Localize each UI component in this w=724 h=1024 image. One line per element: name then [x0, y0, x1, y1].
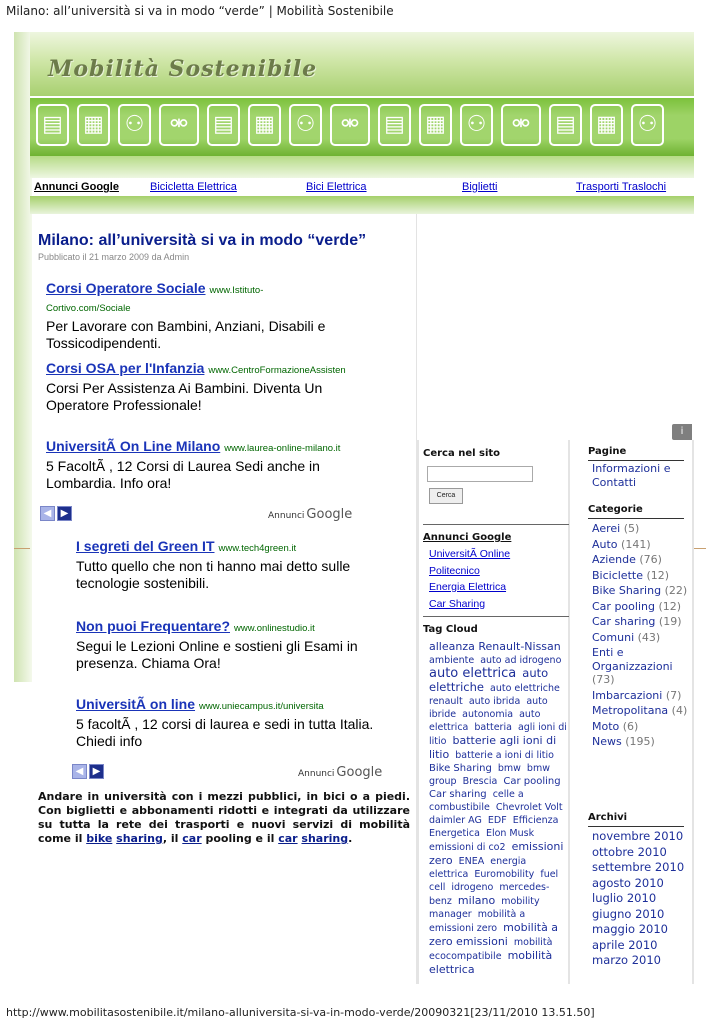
tag-link[interactable]: batterie a ioni di litio [455, 750, 554, 761]
tag-link[interactable]: bmw [497, 763, 521, 774]
tag-link[interactable]: Car pooling [503, 776, 561, 787]
categories-list [592, 522, 692, 751]
ad-description: 5 facoltÃ , 12 corsi di laurea e sedi in tutta Italia. Chiedi info [76, 716, 374, 749]
ad-url[interactable]: www.Istituto-Cortivo.com/Sociale [46, 285, 264, 314]
bus-icon: ▤ [555, 112, 576, 137]
category-link[interactable] [592, 646, 692, 687]
tag-link[interactable]: idrogeno [451, 882, 494, 893]
ads-bar-gradient [30, 196, 694, 214]
ad-url[interactable]: www.onlinestudio.it [234, 623, 315, 634]
prev-arrow-icon[interactable]: ◀ [40, 506, 55, 521]
tag-link[interactable]: emissioni zero [429, 840, 564, 867]
tag-link[interactable]: daimler AG [429, 815, 482, 826]
tag-link[interactable]: mobilità elettrica [429, 949, 553, 976]
tag-link[interactable]: Elon Musk [485, 828, 535, 839]
category-name[interactable]: Aerei [592, 522, 624, 535]
ads-title: Annunci Google [423, 532, 512, 543]
category-count: (19) [658, 615, 682, 628]
google-ads-bar [30, 180, 694, 196]
tag-link[interactable]: bmw group [429, 763, 550, 787]
page-link[interactable]: Informazioni e Contatti [592, 462, 671, 489]
tag-link[interactable]: energia elettrica [429, 856, 527, 880]
tag-link[interactable]: mercedes-benz [429, 882, 550, 907]
banner-tile [460, 104, 493, 146]
banner-tile [378, 104, 411, 146]
ad-block [46, 438, 346, 492]
ad-title-link[interactable]: UniversitÃ On Line Milano [46, 438, 221, 454]
tag-link[interactable]: milano [457, 894, 496, 907]
ad-link[interactable]: Car Sharing [429, 597, 486, 610]
ad-placeholder [416, 214, 694, 440]
tag-link[interactable]: Bike Sharing [429, 763, 492, 774]
banner-tile [330, 104, 370, 146]
tag-link[interactable]: auto ibrida [468, 696, 521, 707]
body-text-1: Andare in università con i mezzi pubblici, in bici o a piedi. Con biglietti e abbonamenti ridotti e integrati da utilizzare su tutta la rete dei trasporti e nuovi servizi di mobilità come il [38, 790, 410, 845]
category-name[interactable]: Car pooling [592, 599, 659, 613]
archives-list [592, 830, 692, 970]
category-link[interactable] [592, 631, 692, 645]
tag-cloud [429, 640, 569, 977]
ad-description: Per Lavorare con Bambini, Anziani, Disabili e Tossicodipendenti. [46, 318, 326, 351]
ad-url[interactable]: www.uniecampus.it/universita [199, 701, 324, 712]
banner-tile [77, 104, 110, 146]
archive-link[interactable]: marzo 2010 [592, 953, 661, 967]
category-link[interactable] [592, 569, 692, 583]
banner-tile [36, 104, 69, 146]
banner-icons [36, 104, 694, 150]
banner-tile [118, 104, 151, 146]
category-link[interactable] [592, 538, 692, 552]
next-arrow-icon[interactable]: ▶ [57, 506, 72, 521]
tag-link[interactable]: ambiente [429, 655, 475, 666]
banner-tile [248, 104, 281, 146]
left-divider [14, 548, 30, 549]
ad-description: 5 FacoltÃ , 12 Corsi di Laurea Sedi anche in Lombardia. Info ora! [46, 458, 320, 491]
body-text-2: , il [162, 832, 183, 845]
ads-bar-link-3[interactable]: Biglietti [462, 181, 498, 193]
ads-bar-link-4[interactable]: Trasporti Traslochi [576, 181, 667, 193]
google-logo: Google [336, 765, 383, 780]
ad-url[interactable]: www.CentroFormazioneAssisten [208, 365, 346, 376]
category-name[interactable]: Moto [592, 719, 623, 733]
divider [588, 826, 684, 827]
divider [588, 460, 684, 461]
pages-title: Pagine [588, 446, 627, 457]
divider [588, 518, 684, 519]
category-name[interactable]: Car sharing [592, 615, 659, 628]
site-title[interactable]: Mobilità Sostenibile [48, 56, 318, 82]
tag-link[interactable]: ENEA [458, 856, 485, 867]
tag-link-bike[interactable]: bike [86, 832, 113, 845]
ad-title-link[interactable]: Corsi OSA per l'Infanzia [46, 360, 205, 376]
post-body [38, 790, 410, 846]
bicycle-icon: ⚮ [340, 112, 360, 137]
category-name[interactable]: News [592, 735, 626, 748]
archives-title: Archivi [588, 812, 628, 823]
tag-link[interactable]: mobilità a zero emissioni [429, 921, 559, 948]
archive-link[interactable]: settembre 2010 [592, 860, 685, 874]
ad-title-link[interactable]: Corsi Operatore Sociale [46, 280, 206, 296]
category-name[interactable]: Aziende [592, 553, 640, 566]
divider [423, 616, 569, 617]
bus-icon: ▤ [42, 112, 63, 137]
tag-link[interactable]: auto ibride [429, 696, 548, 720]
search-input[interactable] [427, 466, 533, 482]
ad-description: Segui le Lezioni Online e sostieni gli Esami in presenza. Chiama Ora! [76, 638, 358, 671]
pedestrian-icon: ⚇ [295, 112, 316, 137]
google-ads-list [429, 548, 510, 614]
category-count: (12) [658, 599, 682, 613]
tram-icon: ▦ [83, 112, 104, 137]
category-count: (195) [625, 735, 655, 748]
tag-link-sharing[interactable]: sharing [116, 832, 163, 845]
ad-link[interactable]: UniversitÃ Online [429, 548, 511, 560]
ad-title-link[interactable]: I segreti del Green IT [76, 538, 215, 554]
category-link[interactable] [592, 615, 692, 629]
archive-link[interactable]: luglio 2010 [592, 891, 657, 905]
tag-link[interactable]: auto elettrica [429, 666, 517, 681]
category-link[interactable] [592, 553, 692, 567]
ads-by-google[interactable] [298, 765, 382, 780]
tag-link[interactable]: emissioni di co2 [429, 842, 506, 853]
tag-link[interactable]: mobility manager [429, 896, 540, 920]
archive-link[interactable]: ottobre 2010 [592, 844, 667, 859]
google-logo: Google [306, 507, 353, 522]
tag-link-car[interactable]: car [278, 832, 298, 845]
pages-list [592, 462, 692, 491]
ad-block [76, 538, 376, 592]
tag-link[interactable]: Chevrolet Volt [495, 802, 563, 813]
category-count: (7) [665, 688, 682, 702]
tag-link[interactable]: auto ad idrogeno [480, 655, 562, 666]
tag-link[interactable]: Euromobility [474, 869, 535, 880]
category-name[interactable]: Enti e Organizzazioni [592, 646, 673, 673]
archive-link[interactable]: giugno 2010 [592, 906, 665, 921]
category-link[interactable] [592, 704, 692, 718]
tag-link[interactable]: batteria [474, 722, 512, 733]
banner-tile [289, 104, 322, 146]
banner-tile [207, 104, 240, 146]
tram-icon: ▦ [425, 112, 446, 137]
post-title: Milano: all’università si va in modo “verde” [38, 232, 367, 249]
ads-by-label: Annunci [268, 511, 305, 521]
banner-tile [549, 104, 582, 146]
body-text-4: . [348, 832, 353, 845]
category-count: (22) [664, 584, 688, 597]
category-count: (141) [621, 537, 651, 551]
bicycle-icon: ⚮ [511, 112, 531, 137]
banner-tile [631, 104, 664, 146]
category-name[interactable]: Biciclette [592, 568, 647, 582]
bus-icon: ▤ [213, 112, 234, 137]
category-name[interactable]: Comuni [592, 630, 638, 644]
tag-link[interactable]: batterie agli ioni di litio [429, 734, 557, 761]
tag-link[interactable]: auto elettriche renault [429, 683, 560, 707]
category-name[interactable]: Auto [592, 537, 622, 551]
archive-link[interactable]: novembre 2010 [592, 829, 684, 843]
category-name[interactable]: Imbarcazioni [592, 688, 666, 702]
category-link[interactable] [592, 584, 692, 598]
ad-link[interactable]: Energia Elettrica [429, 581, 507, 593]
banner-tile [419, 104, 452, 146]
site-banner[interactable] [30, 32, 694, 178]
tag-link[interactable]: mobilità a emissioni zero [429, 909, 526, 934]
category-count: (4) [671, 704, 688, 717]
search-button[interactable]: Cerca [429, 488, 463, 504]
bus-icon: ▤ [384, 112, 405, 137]
ads-navigation [72, 764, 382, 780]
ad-url[interactable]: www.tech4green.it [218, 543, 297, 554]
banner-tile [159, 104, 199, 146]
body-text-3: pooling e il [201, 832, 279, 845]
category-link[interactable] [592, 720, 692, 734]
ad-title-link[interactable]: UniversitÃ on line [76, 696, 196, 712]
tag-link[interactable]: auto elettriche [429, 666, 549, 694]
post-meta: Pubblicato il 21 marzo 2009 da Admin [38, 252, 190, 262]
print-header: Milano: all’università si va in modo “verde” | Mobilità Sostenibile [6, 4, 394, 18]
category-count: (73) [592, 673, 615, 686]
tag-link[interactable]: Brescia [462, 776, 498, 787]
banner-bottom [30, 156, 694, 178]
ad-link[interactable]: Politecnico [429, 564, 480, 577]
tag-cloud-title: Tag Cloud [423, 624, 478, 635]
banner-tile [590, 104, 623, 146]
ad-block [46, 280, 346, 352]
category-count: (43) [637, 630, 661, 644]
archive-link[interactable]: agosto 2010 [592, 875, 664, 890]
next-arrow-icon[interactable]: ▶ [89, 764, 104, 779]
info-icon[interactable]: i [672, 424, 692, 440]
pedestrian-icon: ⚇ [124, 112, 145, 137]
tag-link[interactable]: auto elettrica [429, 709, 541, 733]
ad-block [76, 696, 376, 750]
category-count: (5) [623, 522, 640, 535]
tag-link[interactable]: autonomia [462, 709, 514, 720]
ad-url[interactable]: www.laurea-online-milano.it [224, 443, 341, 454]
tag-link-car[interactable]: car [182, 832, 202, 845]
tag-link[interactable]: agli ioni di litio [429, 722, 567, 747]
tag-link[interactable]: Efficienza Energetica [429, 815, 559, 839]
tram-icon: ▦ [254, 112, 275, 137]
ad-description: Corsi Per Assistenza Ai Bambini. Diventa Un Operatore Professionale! [46, 380, 323, 413]
category-link[interactable] [592, 600, 692, 614]
right-divider [692, 548, 706, 549]
right-sidebar [572, 440, 694, 984]
prev-arrow-icon[interactable]: ◀ [72, 764, 87, 779]
banner-tile [501, 104, 541, 146]
category-link[interactable] [592, 522, 692, 536]
divider [423, 524, 569, 525]
archive-link[interactable]: aprile 2010 [592, 937, 658, 952]
tag-link[interactable]: EDF [487, 815, 507, 826]
ad-title-link[interactable]: Non puoi Frequentare? [76, 618, 230, 634]
pedestrian-icon: ⚇ [466, 112, 487, 137]
ads-navigation [40, 506, 353, 522]
ads-bar-label: Annunci Google [34, 181, 119, 193]
tag-link[interactable]: celle a combustibile [429, 789, 524, 813]
ad-block [46, 360, 346, 414]
ad-description: Tutto quello che non ti hanno mai detto sulle tecnologie sostenibili. [76, 558, 351, 591]
tag-link-sharing[interactable]: sharing [301, 832, 349, 845]
tag-link[interactable]: Car sharing [429, 789, 487, 800]
ads-bar-link-2[interactable]: Bici Elettrica [306, 181, 367, 193]
category-link[interactable] [592, 689, 692, 703]
archive-link[interactable]: maggio 2010 [592, 922, 669, 936]
search-title: Cerca nel sito [423, 448, 501, 459]
category-count: (6) [622, 719, 639, 733]
category-name[interactable]: Metropolitana [592, 704, 672, 717]
middle-sidebar [416, 440, 570, 984]
print-footer: http://www.mobilitasostenibile.it/milano-alluniversita-si-va-in-modo-verde/20090321[23/11/2010 13.51.50] [6, 1006, 595, 1019]
ads-bar-link-1[interactable]: Bicicletta Elettrica [150, 181, 237, 193]
category-name[interactable]: Bike Sharing [592, 584, 665, 597]
ads-by-google[interactable] [268, 507, 352, 522]
tag-link[interactable]: fuel cell [429, 869, 559, 893]
tram-icon: ▦ [596, 112, 617, 137]
category-count: (76) [639, 553, 662, 566]
category-link[interactable] [592, 735, 692, 749]
pedestrian-icon: ⚇ [637, 112, 658, 137]
categories-title: Categorie [588, 504, 643, 515]
ads-by-label: Annunci [298, 769, 335, 779]
tag-link[interactable]: mobilità ecocompatibile [429, 937, 553, 962]
bicycle-icon: ⚮ [169, 112, 189, 137]
category-count: (12) [646, 568, 670, 582]
ad-block [76, 618, 376, 672]
tag-link[interactable]: alleanza Renault-Nissan [429, 640, 561, 653]
